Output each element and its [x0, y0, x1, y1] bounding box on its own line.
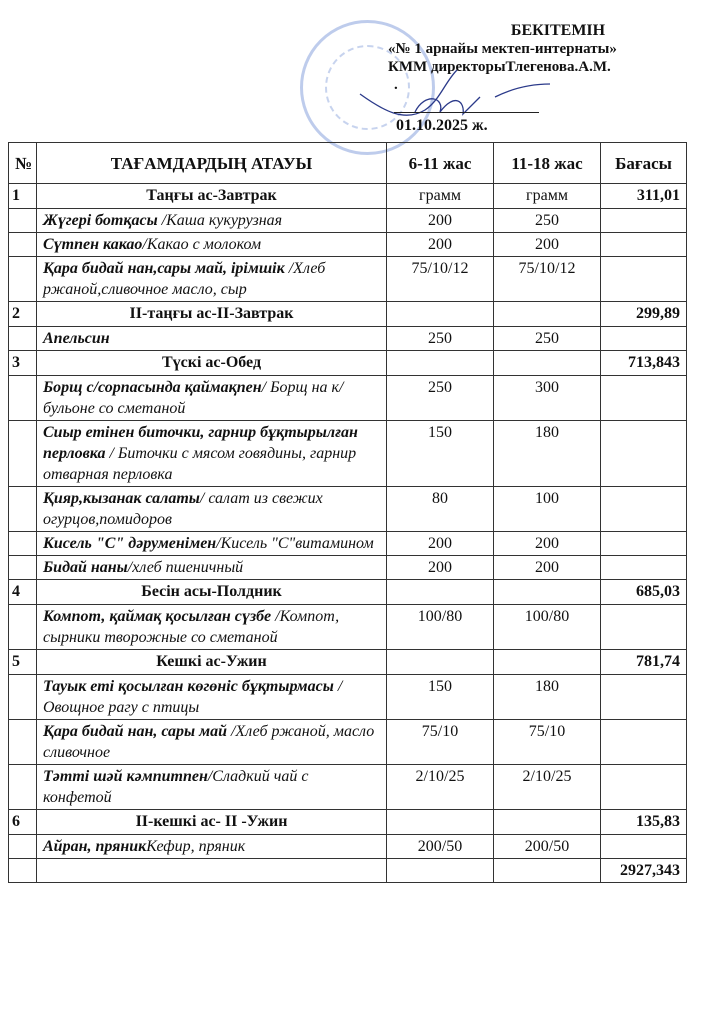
dish-number — [9, 556, 37, 580]
dish-price — [601, 675, 687, 720]
section-title: Кешкі ас-Ужин — [37, 650, 387, 675]
dish-price — [601, 376, 687, 421]
dish-name — [37, 675, 387, 720]
dish-row — [9, 421, 687, 487]
dish-name — [37, 605, 387, 650]
section-unit-6-11 — [387, 650, 494, 675]
meal-section-row — [9, 650, 687, 675]
dish-name-russian: /Каша кукурузная — [161, 212, 283, 229]
dish-grams-11-18: 100/80 — [494, 605, 601, 650]
dish-number — [9, 765, 37, 810]
dish-price — [601, 720, 687, 765]
menu-table — [8, 142, 687, 883]
dish-number — [9, 532, 37, 556]
dish-row — [9, 487, 687, 532]
approval-director: КММ директорыТлегенова.А.М. — [388, 59, 611, 75]
section-title: Түскі ас-Обед — [37, 351, 387, 376]
header-number: № — [9, 143, 37, 184]
dish-number — [9, 605, 37, 650]
header-dish-name: ТАҒАМДАРДЫҢ АТАУЫ — [37, 143, 387, 184]
total-number — [9, 859, 37, 883]
dish-grams-6-11: 250 — [387, 327, 494, 351]
section-unit-6-11: грамм — [387, 184, 494, 209]
dish-name-kazakh: Жүгері ботқасы — [43, 212, 162, 229]
dish-name-russian: /хлеб пшеничный — [127, 559, 244, 576]
dish-name-russian: / салат из свежих огурцов,помидоров — [43, 490, 323, 528]
dish-grams-6-11: 150 — [387, 421, 494, 487]
section-number: 5 — [9, 650, 37, 675]
meal-section-row — [9, 184, 687, 209]
dish-number — [9, 421, 37, 487]
section-number: 6 — [9, 810, 37, 835]
dish-number — [9, 209, 37, 233]
dish-name — [37, 257, 387, 302]
section-unit-11-18 — [494, 650, 601, 675]
section-unit-6-11 — [387, 810, 494, 835]
dish-price — [601, 556, 687, 580]
dish-name — [37, 233, 387, 257]
dish-name — [37, 421, 387, 487]
dish-name-kazakh: Қара бидай нан,сары май, ірімшік — [43, 260, 285, 277]
dish-grams-11-18: 2/10/25 — [494, 765, 601, 810]
dish-price — [601, 421, 687, 487]
dish-name-kazakh: Қияр,кызанак салаты — [43, 490, 200, 507]
dish-grams-11-18: 200/50 — [494, 835, 601, 859]
dish-name-kazakh: Бидай наны — [43, 559, 128, 576]
dish-row — [9, 257, 687, 302]
dish-grams-6-11: 80 — [387, 487, 494, 532]
section-price: 781,74 — [601, 650, 687, 675]
dish-price — [601, 532, 687, 556]
total-empty-a — [387, 859, 494, 883]
dish-row — [9, 765, 687, 810]
dish-row — [9, 376, 687, 421]
section-title: Бесін асы-Полдник — [37, 580, 387, 605]
dish-price — [601, 835, 687, 859]
dish-row — [9, 327, 687, 351]
section-unit-6-11 — [387, 351, 494, 376]
dish-grams-11-18: 250 — [494, 209, 601, 233]
dish-price — [601, 765, 687, 810]
dish-name-kazakh: Тауык еті қосылған көгөніс бұқтырмасы — [43, 678, 334, 695]
approval-date: 01.10.2025 ж. — [396, 117, 488, 134]
table-header-row — [9, 143, 687, 184]
dish-name-kazakh: Апельсин — [43, 330, 110, 347]
dish-name — [37, 532, 387, 556]
dish-grams-6-11: 200 — [387, 532, 494, 556]
dish-grams-6-11: 200/50 — [387, 835, 494, 859]
dish-row — [9, 675, 687, 720]
section-title: Таңғы ас-Завтрак — [37, 184, 387, 209]
dish-grams-6-11: 75/10 — [387, 720, 494, 765]
section-price: 685,03 — [601, 580, 687, 605]
header-price: Бағасы — [601, 143, 687, 184]
section-number: 4 — [9, 580, 37, 605]
dish-number — [9, 675, 37, 720]
dish-name — [37, 765, 387, 810]
approval-title: БЕКІТЕМІН — [510, 22, 606, 39]
dish-name-kazakh: Кисель "С" дәруменімен — [43, 535, 217, 552]
section-price: 713,843 — [601, 351, 687, 376]
dish-grams-11-18: 200 — [494, 532, 601, 556]
dish-name-russian: /Хлеб ржаной,сливочное масло, сыр — [43, 260, 326, 298]
dish-name-russian: / Биточки с мясом говядины, гарнир отварная перловка — [43, 445, 357, 483]
section-number: 3 — [9, 351, 37, 376]
approval-dot: . — [394, 77, 398, 93]
section-number: 1 — [9, 184, 37, 209]
section-number: 2 — [9, 302, 37, 327]
dish-price — [601, 257, 687, 302]
dish-price — [601, 327, 687, 351]
signature-line — [394, 98, 539, 113]
meal-section-row — [9, 810, 687, 835]
dish-price — [601, 605, 687, 650]
section-unit-11-18 — [494, 810, 601, 835]
dish-name-kazakh: Сүтпен какао — [43, 236, 143, 253]
dish-number — [9, 720, 37, 765]
section-unit-6-11 — [387, 580, 494, 605]
dish-grams-11-18: 75/10/12 — [494, 257, 601, 302]
total-empty-b — [494, 859, 601, 883]
dish-grams-6-11: 200 — [387, 556, 494, 580]
dish-price — [601, 209, 687, 233]
dish-grams-6-11: 200 — [387, 233, 494, 257]
dish-name-russian: /Сладкий чай с конфетой — [43, 768, 309, 806]
section-unit-11-18 — [494, 302, 601, 327]
header-age-11-18: 11-18 жас — [494, 143, 601, 184]
dish-number — [9, 327, 37, 351]
section-price: 299,89 — [601, 302, 687, 327]
dish-number — [9, 835, 37, 859]
total-row — [9, 859, 687, 883]
dish-name-russian: /Кисель "С"витамином — [216, 535, 374, 552]
dish-name-russian: / Борщ на к/бульоне со сметаной — [43, 379, 344, 417]
dish-name — [37, 487, 387, 532]
dish-name-kazakh: Борщ с/сорпасында қаймақпен — [43, 379, 262, 396]
header-age-6-11: 6-11 жас — [387, 143, 494, 184]
dish-name-kazakh: Компот, қаймақ қосылған сүзбе — [43, 608, 272, 625]
dish-row — [9, 532, 687, 556]
dish-name — [37, 835, 387, 859]
dish-grams-11-18: 180 — [494, 421, 601, 487]
dish-grams-6-11: 100/80 — [387, 605, 494, 650]
dish-row — [9, 720, 687, 765]
dish-name-kazakh: Сиыр етінен биточки, гарнир бұқтырылған перловка — [43, 424, 358, 462]
dish-row — [9, 556, 687, 580]
dish-name — [37, 556, 387, 580]
dish-name — [37, 327, 387, 351]
dish-grams-11-18: 200 — [494, 233, 601, 257]
approval-block — [388, 22, 688, 135]
dish-grams-11-18: 100 — [494, 487, 601, 532]
total-label — [37, 859, 387, 883]
dish-grams-11-18: 200 — [494, 556, 601, 580]
dish-grams-11-18: 250 — [494, 327, 601, 351]
dish-grams-6-11: 75/10/12 — [387, 257, 494, 302]
dish-name-kazakh: Айран, пряник — [43, 838, 147, 855]
meal-section-row — [9, 580, 687, 605]
dish-grams-11-18: 75/10 — [494, 720, 601, 765]
dish-row — [9, 233, 687, 257]
section-unit-11-18: грамм — [494, 184, 601, 209]
dish-grams-6-11: 2/10/25 — [387, 765, 494, 810]
section-price: 311,01 — [601, 184, 687, 209]
total-price: 2927,343 — [601, 859, 687, 883]
dish-price — [601, 487, 687, 532]
meal-section-row — [9, 351, 687, 376]
dish-grams-6-11: 200 — [387, 209, 494, 233]
dish-grams-6-11: 150 — [387, 675, 494, 720]
dish-name — [37, 376, 387, 421]
dish-name — [37, 209, 387, 233]
dish-price — [601, 233, 687, 257]
section-title: ІІ-таңғы ас-ІІ-Завтрак — [37, 302, 387, 327]
dish-name-kazakh: Қара бидай нан, сары май — [43, 723, 227, 740]
section-title: ІІ-кешкі ас- ІІ -Ужин — [37, 810, 387, 835]
dish-row — [9, 835, 687, 859]
dish-grams-6-11: 250 — [387, 376, 494, 421]
dish-name-russian: / Овощное рагу с птицы — [43, 678, 343, 716]
dish-number — [9, 233, 37, 257]
dish-name — [37, 720, 387, 765]
dish-number — [9, 376, 37, 421]
approval-school: «№ 1 арнайы мектеп-интернаты» — [388, 41, 617, 57]
menu-body — [9, 184, 687, 883]
dish-grams-11-18: 300 — [494, 376, 601, 421]
dish-row — [9, 605, 687, 650]
dish-number — [9, 257, 37, 302]
dish-name-russian: Кефир, пряник — [146, 838, 246, 855]
dish-name-kazakh: Тәтті шәй кәмпитпен — [43, 768, 208, 785]
dish-row — [9, 209, 687, 233]
dish-name-russian: /Какао с молоком — [142, 236, 262, 253]
dish-grams-11-18: 180 — [494, 675, 601, 720]
section-unit-11-18 — [494, 580, 601, 605]
section-unit-6-11 — [387, 302, 494, 327]
meal-section-row — [9, 302, 687, 327]
dish-number — [9, 487, 37, 532]
section-price: 135,83 — [601, 810, 687, 835]
dish-name-russian: /Хлеб ржаной, масло сливочное — [43, 723, 375, 761]
dish-name-russian: /Компот, сырники творожные со сметаной — [43, 608, 340, 646]
section-unit-11-18 — [494, 351, 601, 376]
